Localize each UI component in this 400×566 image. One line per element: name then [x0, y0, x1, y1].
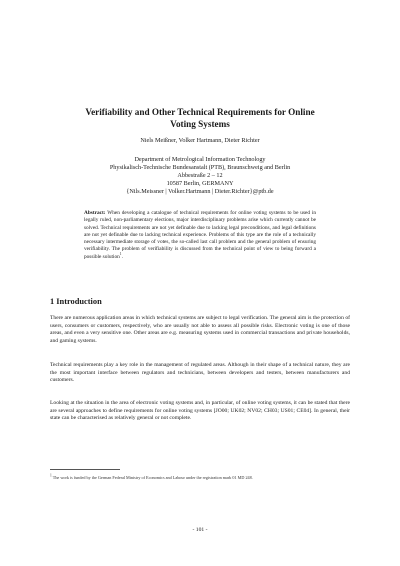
title-line-1: Verifiability and Other Technical Requirements for Online	[85, 107, 315, 117]
section-heading: 1 Introduction	[50, 297, 102, 306]
title-line-2: Voting Systems	[170, 118, 230, 129]
affiliation-street: Abbestraße 2 – 12	[177, 172, 223, 179]
affiliation-department: Department of Metrological Information Technology	[134, 156, 266, 163]
intro-paragraph-2: Technical requirements play a key role in the management of regulated areas. Although in their shape of a technical nature, they are the most important interface between regulators and technicians, between developers and testers, between manufacturers and customers.	[50, 362, 350, 383]
paper-title	[60, 107, 340, 130]
footnote-text: The work is funded by the German Federal Ministry of Economics and Labour under the registration mark 01 MD 248.	[51, 475, 253, 480]
affiliation-block	[60, 156, 340, 196]
abstract	[84, 210, 316, 261]
footnote-divider	[50, 469, 120, 470]
abstract-end: .	[121, 253, 123, 260]
author-list: Niels Meißner, Volker Hartmann, Dieter Richter	[140, 137, 260, 144]
abstract-text: When developing a catalogue of technical requirements for online voting systems to be used in legally ruled, non-parliamentary elections, major interdisciplinary problems arise which currently cannot be solved. Technical requirements are not yet definable due to lacking legal preconditions, and legal definitions are not yet definable due to lacking technical experience. Problems of this type are the role of a technically necessary intermediate storage of votes, the so-called last call problem and the general problem of ensuring verifiability. The problem of verifiability is discussed from the technical point of view to being forward a possible solution	[84, 210, 316, 260]
abstract-footnote-mark: 1	[119, 251, 122, 256]
affiliation-city: 10587 Berlin, GERMANY	[166, 180, 234, 187]
abstract-label: Abstract:	[84, 210, 106, 216]
intro-paragraph-3: Looking at the situation in the area of electronic voting systems and, in particular, of online voting systems, it can be stated that there are several approaches to define requirements for online voting systems [JO00; UK02; NV02; CH03; US01; CE04]. In general, their state can be characterised as relatively general or not complete.	[50, 400, 350, 421]
affiliation-emails: {Nils.Meissner | Volker.Hartmann | Dieter.Richter}@ptb.de	[126, 188, 274, 195]
footnote	[50, 475, 350, 481]
page-number: - 101 -	[192, 527, 208, 533]
affiliation-institute: Physikalisch-Technische Bundesanstalt (PTB), Braunschweig and Berlin	[109, 164, 291, 171]
intro-paragraph-1: There are numerous application areas in which technical systems are subject to legal verification. The general aim is the protection of users, consumers or customers, respectively, who are usually not able to assess all possible risks. Electronic voting is one of those areas, and even a very sensitive one. Other areas are e.g. measuring systems used in commercial transactions and private households, and gaming systems.	[50, 315, 350, 344]
footnote-mark: 1	[50, 473, 52, 478]
